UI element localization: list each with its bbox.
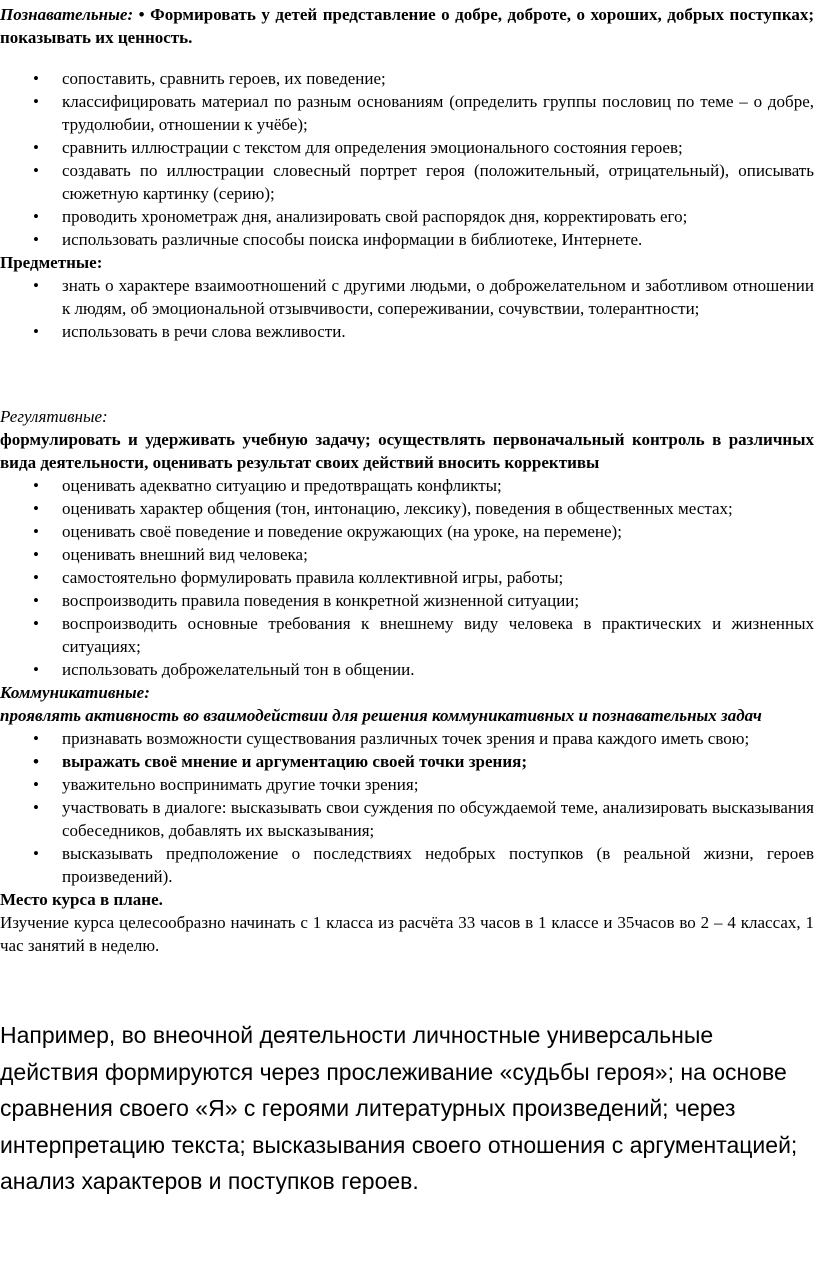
list-item-text: оценивать своё поведение и поведение окружающих (на уроке, на перемене);: [62, 522, 622, 541]
regulatory-list: [0, 474, 814, 681]
list-item: [0, 228, 814, 251]
list-item: [0, 474, 814, 497]
bullet-icon: •: [33, 775, 39, 794]
list-item-text: использовать различные способы поиска информации в библиотеке, Интернете.: [62, 230, 643, 249]
bullet-icon: •: [33, 568, 39, 587]
list-item: [0, 67, 814, 90]
bullet-icon: •: [33, 276, 39, 295]
list-item-text: уважительно воспринимать другие точки зрения;: [62, 775, 419, 794]
list-item-text: сравнить иллюстрации с текстом для определения эмоционального состояния героев;: [62, 138, 683, 157]
bullet-icon: •: [33, 230, 39, 249]
list-item-text: сопоставить, сравнить героев, их поведение;: [62, 69, 386, 88]
cognitive-intro: Формировать у детей представление о добре, доброте, о хороших, добрых поступках; показывать их ценность.: [0, 5, 815, 47]
bullet-icon: •: [33, 844, 39, 863]
bullet-icon: •: [33, 207, 39, 226]
list-item: [0, 842, 814, 888]
list-item: [0, 497, 814, 520]
bullet-icon: •: [33, 729, 39, 748]
list-item-text: знать о характере взаимоотношений с другими людьми, о доброжелательном и заботливом отношении к людям, об эмоциональной отзывчивости, сопереживании, сочувствии, толерантности;: [62, 276, 814, 318]
example-section: [0, 1017, 814, 1200]
list-item-text: самостоятельно формулировать правила коллективной игры, работы;: [62, 568, 564, 587]
course-text: Изучение курса целесообразно начинать с 1 класса из расчёта 33 часов в 1 классе и 35часов во 2 – 4 классах, 1 час занятий в неделю.: [0, 913, 814, 955]
list-item-text: оценивать характер общения (тон, интонацию, лексику), поведения в общественных местах;: [62, 499, 733, 518]
communicative-intro: проявлять активность во взаимодействии для решения коммуникативных и познавательных задач: [0, 706, 762, 725]
list-item: [0, 274, 814, 320]
list-item-text: воспроизводить основные требования к внешнему виду человека в практических и жизненных ситуациях;: [62, 614, 814, 656]
list-item-text: проводить хронометраж дня, анализировать свой распорядок дня, корректировать его;: [62, 207, 688, 226]
list-item-text: использовать в речи слова вежливости.: [62, 322, 346, 341]
list-item-text: классифицировать материал по разным основаниям (определить группы пословиц по теме – о добре, трудолюбии, отношении к учёбе);: [62, 92, 814, 134]
list-item: [0, 796, 814, 842]
bullet-icon: •: [33, 138, 39, 157]
list-item: [0, 320, 814, 343]
cognitive-section: [0, 3, 814, 49]
regulatory-intro: формулировать и удерживать учебную задачу; осуществлять первоначальный контроль в различных вида деятельности, оценивать результат своих действий вносить коррективы: [0, 430, 814, 472]
subject-list: [0, 274, 814, 343]
list-item: [0, 773, 814, 796]
bullet-icon: •: [33, 92, 39, 111]
list-item: [0, 543, 814, 566]
bullet-icon: •: [33, 614, 39, 633]
list-item: [0, 205, 814, 228]
cognitive-list-block: [0, 67, 814, 343]
bullet-icon: •: [33, 591, 39, 610]
cognitive-intro-paragraph: [0, 3, 814, 49]
list-item: [0, 727, 814, 750]
bullet-icon: •: [33, 545, 39, 564]
regulatory-heading: Регулятивные:: [0, 407, 108, 426]
list-item: [0, 136, 814, 159]
bullet-icon: •: [33, 69, 39, 88]
bullet-icon: •: [33, 798, 39, 817]
list-item-text: оценивать адекватно ситуацию и предотвращать конфликты;: [62, 476, 502, 495]
cognitive-heading: Познавательные:: [0, 5, 134, 24]
list-item-text: создавать по иллюстрации словесный портрет героя (положительный, отрицательный), описывать сюжетную картинку (серию);: [62, 161, 814, 203]
list-item-text: высказывать предположение о последствиях недобрых поступков (в реальной жизни, героев произведений).: [62, 844, 814, 886]
list-item-text: оценивать внешний вид человека;: [62, 545, 308, 564]
bullet-icon: •: [33, 322, 39, 341]
communicative-list: [0, 727, 814, 888]
list-item: [0, 159, 814, 205]
bullet-icon: •: [33, 752, 39, 771]
bullet-icon: •: [33, 161, 39, 180]
list-item: [0, 750, 814, 773]
list-item-text: выражать своё мнение и аргументацию своей точки зрения;: [62, 752, 527, 771]
list-item: [0, 612, 814, 658]
bullet-icon: •: [33, 660, 39, 679]
list-item: [0, 658, 814, 681]
subject-heading: Предметные:: [0, 253, 103, 272]
bullet-icon: •: [33, 499, 39, 518]
list-item-text: участвовать в диалоге: высказывать свои суждения по обсуждаемой теме, анализировать высказывания собеседников, добавлять их высказывания;: [62, 798, 814, 840]
list-item: [0, 520, 814, 543]
regulatory-section: [0, 405, 814, 957]
list-item: [0, 589, 814, 612]
list-item-text: использовать доброжелательный тон в общении.: [62, 660, 415, 679]
bullet-icon: •: [33, 476, 39, 495]
communicative-heading: Коммуникативные:: [0, 683, 150, 702]
list-item: [0, 566, 814, 589]
cognitive-list: [0, 67, 814, 251]
list-item: [0, 90, 814, 136]
bullet-icon: •: [33, 522, 39, 541]
list-item-text: воспроизводить правила поведения в конкретной жизненной ситуации;: [62, 591, 580, 610]
example-paragraph: Например, во внеочной деятельности личностные универсальные действия формируются через прослеживание «судьбы героя»; на основе сравнения своего «Я» с героями литературных произведений; через интерпретацию текста; высказывания своего отношения с аргументацией; анализ характеров и поступков героев.: [0, 1022, 798, 1194]
course-heading: Место курса в плане.: [0, 890, 163, 909]
list-item-text: признавать возможности существования различных точек зрения и права каждого иметь свою;: [62, 729, 750, 748]
cognitive-bullet-char: •: [138, 5, 145, 24]
